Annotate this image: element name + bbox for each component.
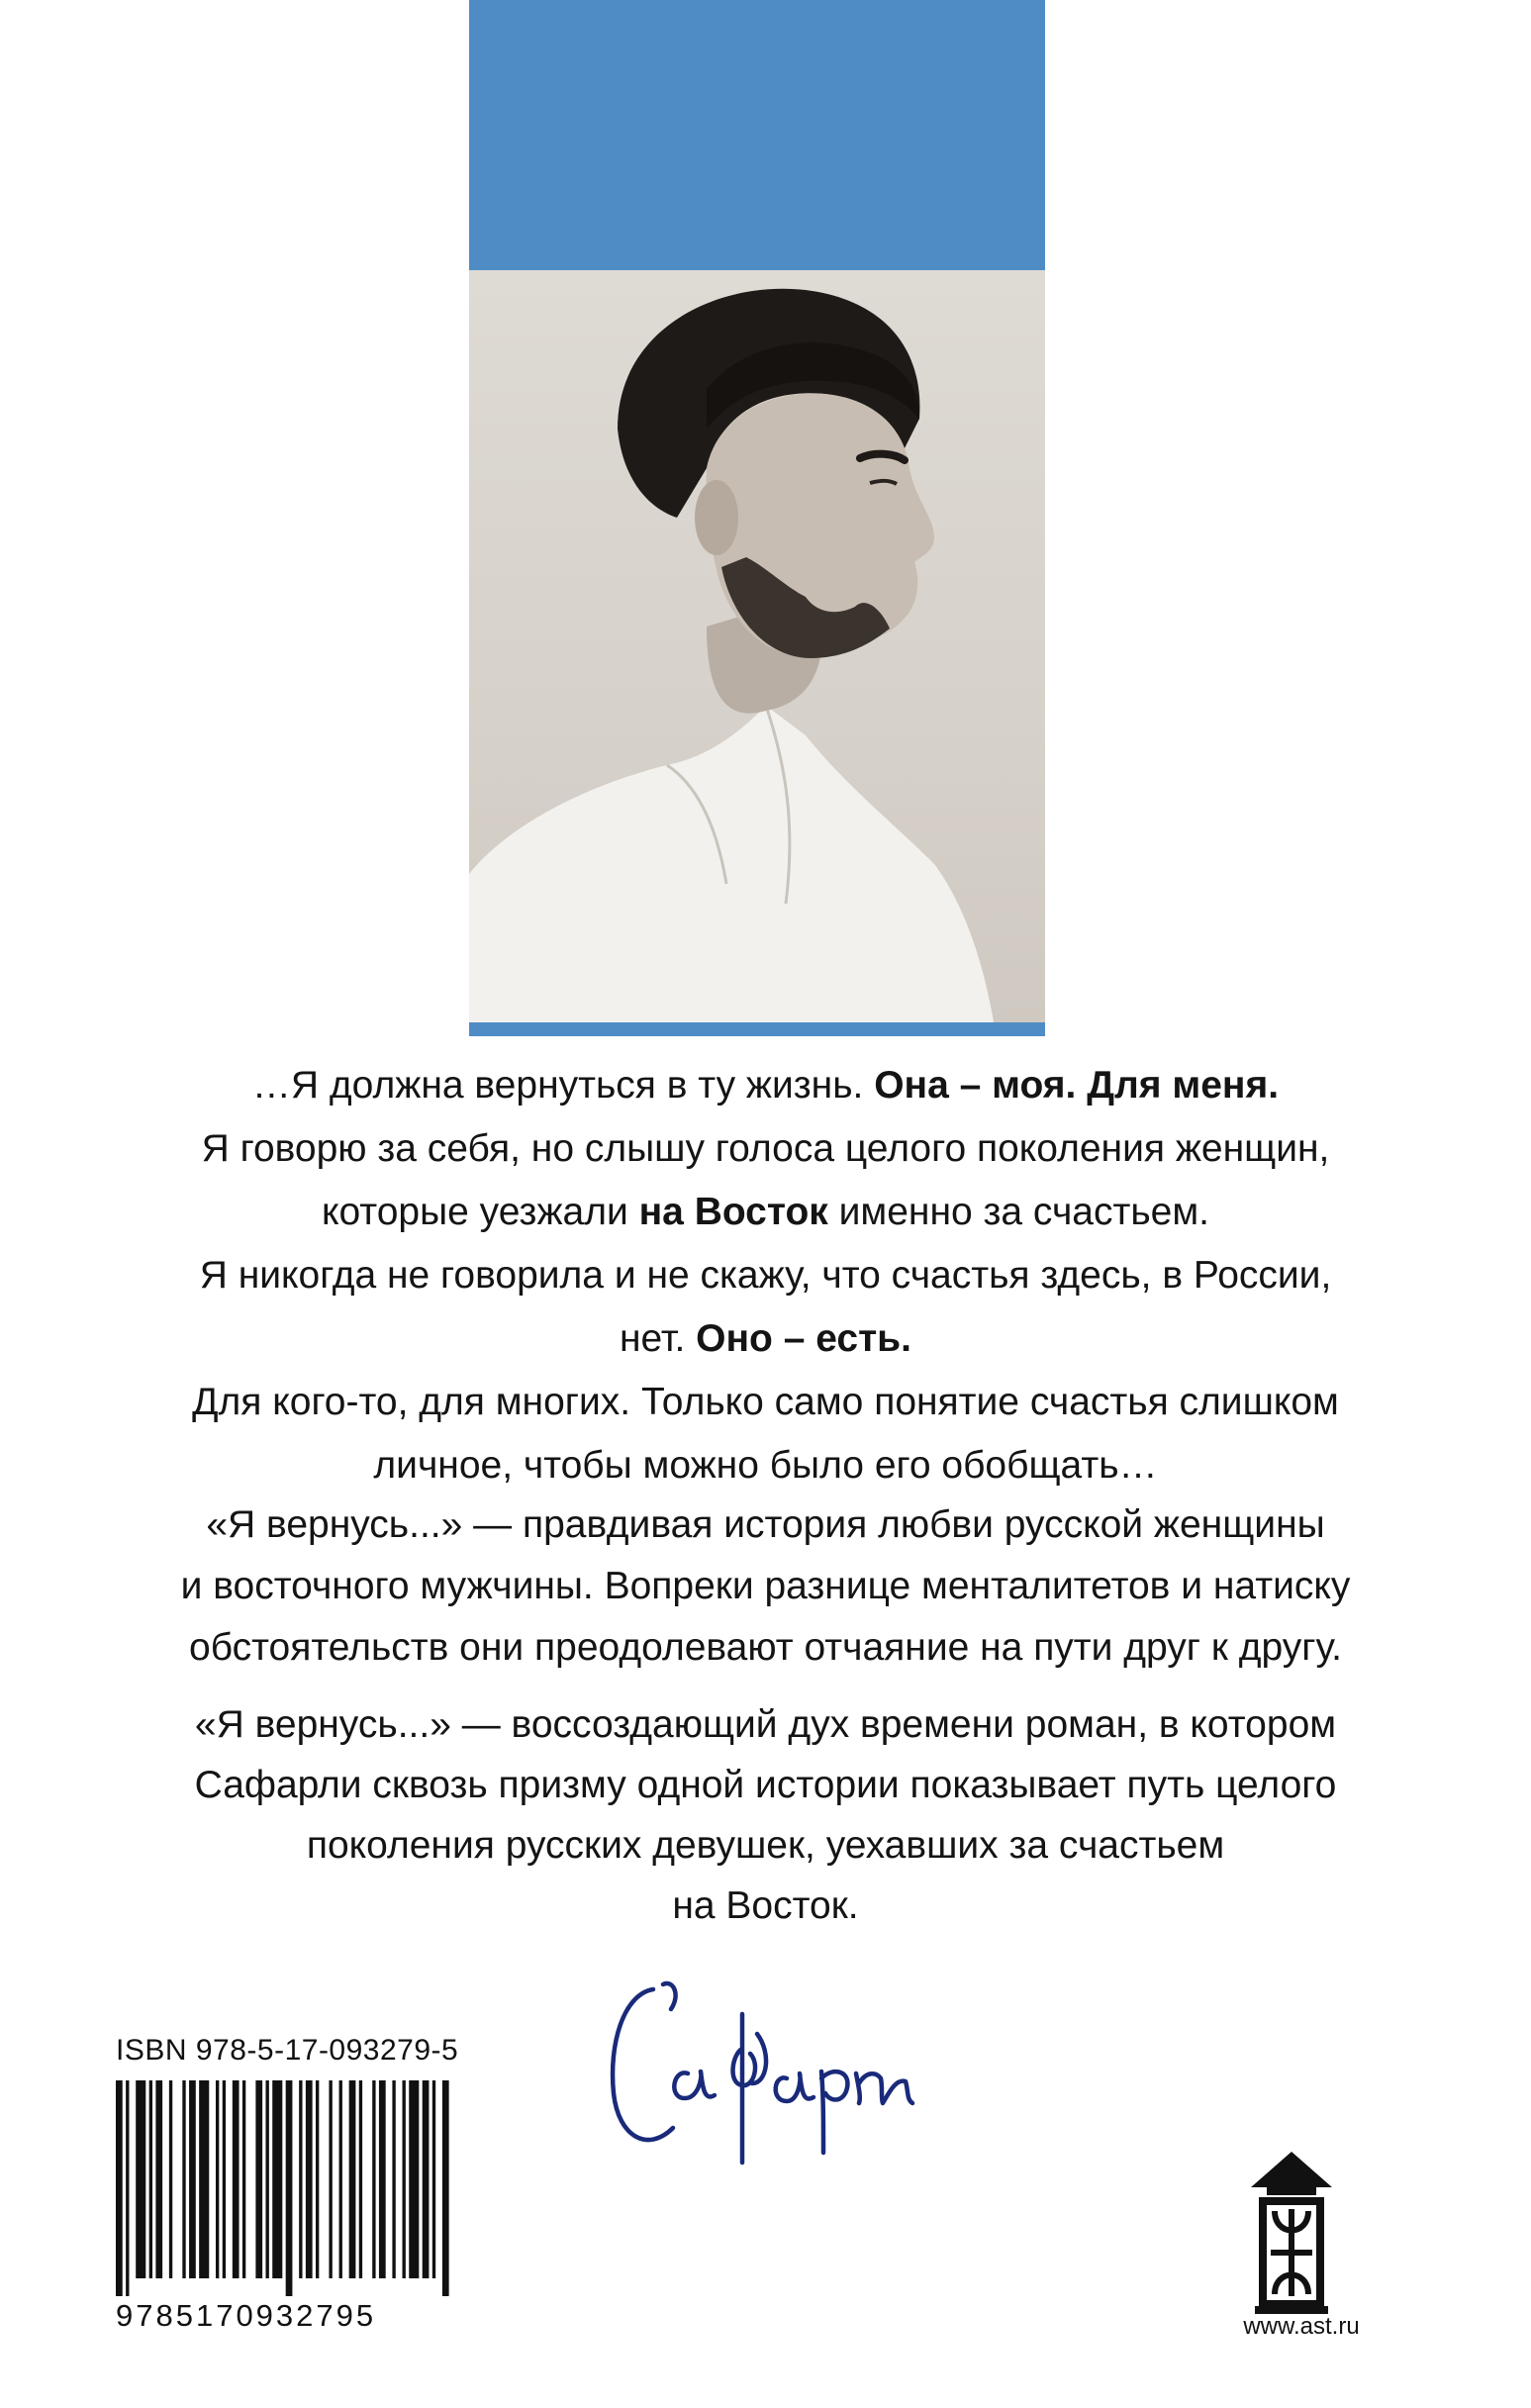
description-line: поколения русских девушек, уехавших за счастьем xyxy=(306,1824,1225,1867)
publisher-url: www.ast.ru xyxy=(1243,2313,1360,2340)
barcode-bar xyxy=(216,2080,219,2278)
barcode-bar xyxy=(116,2080,123,2296)
barcode-bar xyxy=(339,2080,342,2278)
excerpt-line: личное, чтобы можно было его обобщать… xyxy=(373,1444,1158,1487)
barcode-bar xyxy=(242,2080,245,2278)
barcode-bar xyxy=(316,2080,319,2278)
barcode-bar xyxy=(299,2080,302,2278)
excerpt-text xyxy=(79,1054,1452,1497)
isbn-label: ISBN 978-5-17-093279-5 xyxy=(116,2034,459,2067)
excerpt-line: которые уезжали на Восток именно за счастьем. xyxy=(321,1191,1210,1233)
barcode-bar xyxy=(442,2080,449,2296)
barcode-bar xyxy=(223,2080,226,2278)
excerpt-line: …Я должна вернуться в ту жизнь. Она – моя. Для меня. xyxy=(251,1064,1280,1107)
barcode-bar xyxy=(286,2080,293,2296)
description-line: Сафарли сквозь призму одной истории показывает путь целого xyxy=(194,1764,1337,1806)
barcode-bar xyxy=(255,2080,262,2278)
barcode-bar xyxy=(169,2080,172,2278)
barcode-bar xyxy=(136,2080,145,2278)
description-line: на Восток. xyxy=(672,1884,859,1927)
barcode-bar xyxy=(403,2080,406,2278)
description-line: и восточного мужчины. Вопреки разнице менталитетов и натиску xyxy=(180,1565,1351,1607)
description-paragraph-1 xyxy=(79,1494,1452,1679)
description-line: обстоятельств они преодолевают отчаяние на пути друг к другу. xyxy=(189,1626,1342,1669)
excerpt-line: нет. Оно – есть. xyxy=(619,1317,911,1360)
barcode-bar xyxy=(272,2080,282,2278)
description-line: «Я вернусь...» — правдивая история любви русской женщины xyxy=(206,1503,1325,1546)
barcode-bar xyxy=(155,2080,162,2278)
barcode-bar xyxy=(359,2080,362,2278)
barcode-bar xyxy=(233,2080,239,2278)
barcode-bar xyxy=(306,2080,313,2278)
description-line: «Я вернусь...» — воссоздающий дух времени роман, в котором xyxy=(194,1703,1337,1746)
author-signature xyxy=(594,1955,930,2172)
barcode-bar xyxy=(265,2080,268,2278)
barcode xyxy=(116,2080,452,2296)
barcode-bar xyxy=(329,2080,332,2278)
ast-lantern-logo-icon xyxy=(1247,2148,1336,2316)
barcode-bar xyxy=(126,2080,129,2296)
excerpt-line: Я никогда не говорила и не скажу, что счастья здесь, в России, xyxy=(199,1254,1332,1297)
signature-icon xyxy=(594,1955,930,2172)
author-photo xyxy=(469,270,1045,1022)
publisher-logo xyxy=(1247,2148,1336,2316)
barcode-digits: 9785170932795 xyxy=(116,2298,377,2333)
barcode-bar xyxy=(409,2080,419,2278)
excerpt-line: Для кого-то, для многих. Только само понятие счастья слишком xyxy=(192,1381,1339,1423)
top-blue-band xyxy=(469,0,1045,270)
barcode-bar xyxy=(372,2080,375,2278)
barcode-bar xyxy=(423,2080,430,2278)
excerpt-line: Я говорю за себя, но слышу голоса целого поколения женщин, xyxy=(201,1127,1330,1170)
barcode-bar xyxy=(149,2080,152,2278)
barcode-icon xyxy=(116,2080,452,2296)
author-portrait-icon xyxy=(469,270,1045,1022)
barcode-bar xyxy=(349,2080,356,2278)
barcode-bar xyxy=(392,2080,395,2278)
photo-bottom-stripe xyxy=(469,1022,1045,1036)
description-paragraph-2 xyxy=(79,1694,1452,1936)
barcode-bar xyxy=(199,2080,209,2278)
barcode-bar xyxy=(189,2080,196,2278)
barcode-bar xyxy=(182,2080,185,2278)
barcode-bar xyxy=(379,2080,386,2278)
barcode-bar xyxy=(432,2080,435,2278)
